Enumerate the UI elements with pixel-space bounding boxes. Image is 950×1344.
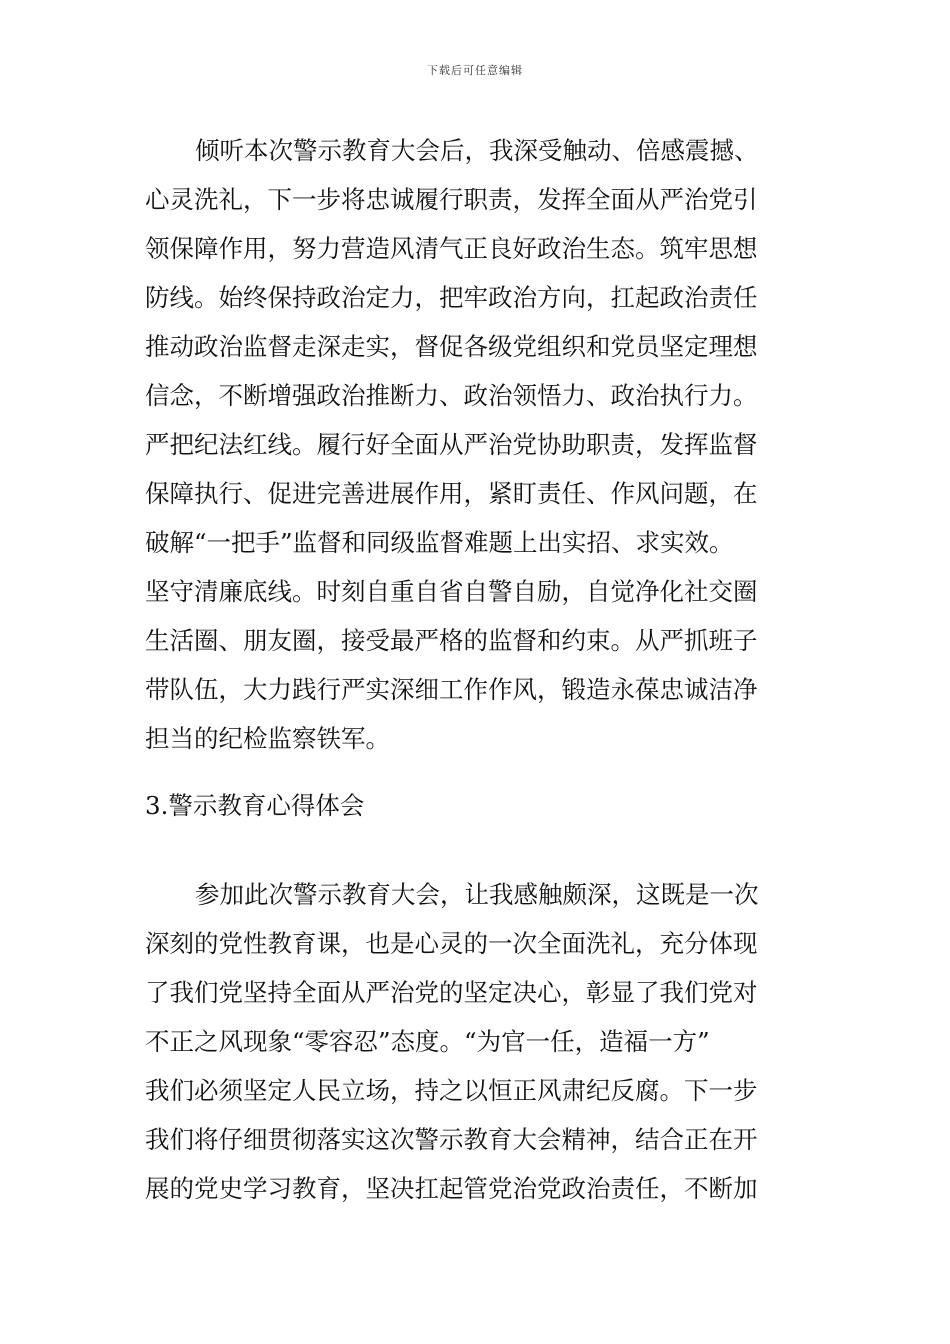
paragraph-line: 倾听本次警示教育大会后，我深受触动、倍感震撼、 (195, 136, 759, 165)
paragraph-line: 了我们党坚持全面从严治党的坚定决心，彰显了我们党对 (145, 978, 758, 1007)
paragraph-line: 保障执行、促进完善进展作用，紧盯责任、作风问题，在 (145, 479, 758, 508)
page-header: 下载后可任意编辑 (427, 64, 523, 77)
paragraph-line: 参加此次警示教育大会，让我感触颇深，这既是一次 (195, 880, 759, 909)
paragraph-1 (145, 126, 807, 763)
paragraph-line: 不正之风现象“零容忍”态度。“为官一任，造福一方” (145, 1027, 710, 1056)
paragraph-line: 展的党史学习教育，坚决扛起管党治党政治责任，不断加 (145, 1174, 758, 1203)
paragraph-line: 推动政治监督走深走实，督促各级党组织和党员坚定理想 (145, 332, 758, 361)
paragraph-line: 心灵洗礼，下一步将忠诚履行职责，发挥全面从严治党引 (145, 185, 758, 214)
paragraph-2 (145, 870, 807, 1213)
section-heading: 3.警示教育心得体会 (145, 791, 365, 820)
paragraph-line: 信念，不断增强政治推断力、政治领悟力、政治执行力。 (145, 381, 758, 410)
paragraph-line: 生活圈、朋友圈，接受最严格的监督和约束。从严抓班子 (145, 626, 758, 655)
paragraph-line: 深刻的党性教育课，也是心灵的一次全面洗礼，充分体现 (145, 929, 758, 958)
paragraph-line: 我们必须坚定人民立场，持之以恒正风肃纪反腐。下一步 (145, 1076, 758, 1105)
paragraph-line: 带队伍，大力践行严实深细工作作风，锻造永葆忠诚洁净 (145, 675, 758, 704)
paragraph-line: 担当的纪检监察铁军。 (145, 724, 390, 753)
paragraph-line: 破解“一把手”监督和同级监督难题上出实招、求实效。 (145, 528, 734, 557)
paragraph-line: 防线。始终保持政治定力，把牢政治方向，扛起政治责任 (145, 283, 758, 312)
paragraph-line: 严把纪法红线。履行好全面从严治党协助职责，发挥监督 (145, 430, 758, 459)
paragraph-line: 我们将仔细贯彻落实这次警示教育大会精神，结合正在开 (145, 1125, 758, 1154)
paragraph-line: 坚守清廉底线。时刻自重自省自警自励，自觉净化社交圈 (145, 577, 758, 606)
paragraph-line: 领保障作用，努力营造风清气正良好政治生态。筑牢思想 (145, 234, 758, 263)
